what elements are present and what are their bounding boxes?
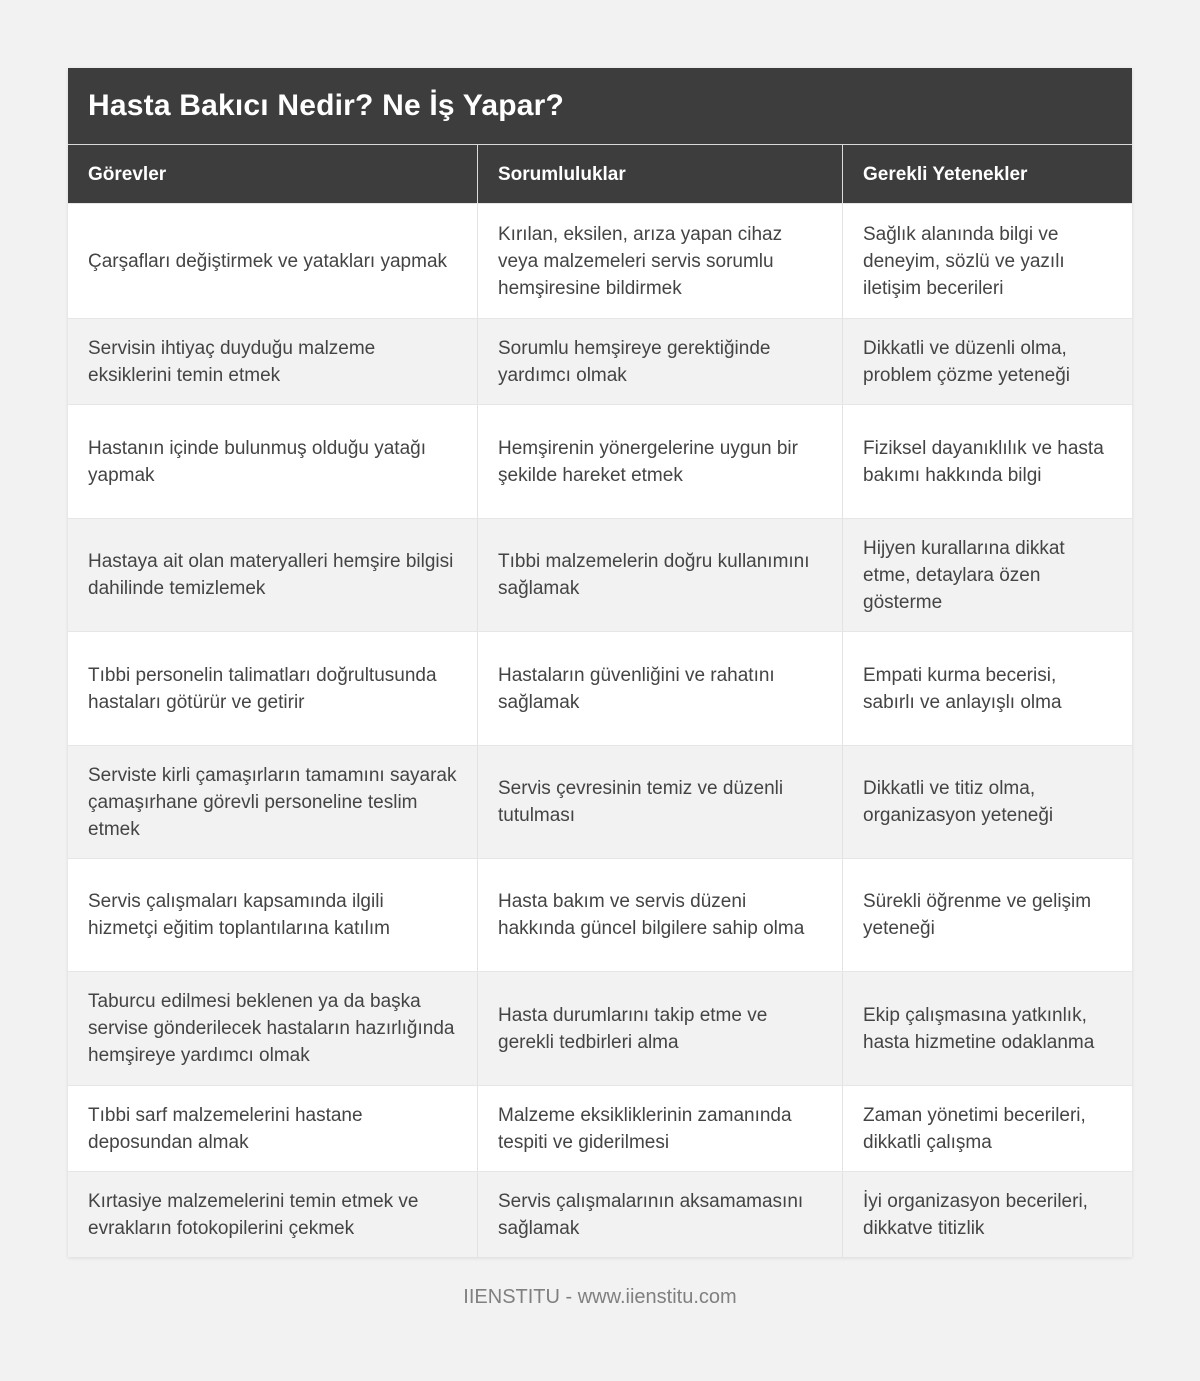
- table-row: [68, 404, 1132, 518]
- table-row: [68, 745, 1132, 858]
- task-cell: Hastanın içinde bulunmuş olduğu yatağı yapmak: [68, 405, 478, 518]
- column-header-skills: Gerekli Yetenekler: [863, 163, 1028, 185]
- table-row: [68, 1085, 1132, 1171]
- column-header-responsibilities: Sorumluluklar: [478, 145, 843, 203]
- skill-cell: Sağlık alanında bilgi ve deneyim, sözlü ve yazılı iletişim becerileri: [863, 223, 1065, 299]
- skill-cell: Empati kurma becerisi, sabırlı ve anlayışlı olma: [863, 664, 1062, 713]
- task-cell: Tıbbi sarf malzemelerini hastane deposundan almak: [68, 1086, 478, 1171]
- table-row: [68, 318, 1132, 404]
- column-header-tasks: Görevler: [68, 145, 478, 203]
- responsibility-cell: Hemşirenin yönergelerine uygun bir şekilde hareket etmek: [478, 405, 843, 518]
- responsibility-cell: Hasta bakım ve servis düzeni hakkında güncel bilgilere sahip olma: [478, 859, 843, 971]
- responsibility-cell: Malzeme eksikliklerinin zamanında tespiti ve giderilmesi: [478, 1086, 843, 1171]
- table-row: [68, 971, 1132, 1085]
- skill-cell: Ekip çalışmasına yatkınlık, hasta hizmetine odaklanma: [863, 1004, 1095, 1053]
- responsibility-cell: Servis çevresinin temiz ve düzenli tutulması: [478, 746, 843, 858]
- responsibility-cell: Sorumlu hemşireye gerektiğinde yardımcı olmak: [478, 319, 843, 404]
- responsibility-cell: Hasta durumlarını takip etme ve gerekli tedbirleri alma: [478, 972, 843, 1085]
- responsibility-cell: Kırılan, eksilen, arıza yapan cihaz veya malzemeleri servis sorumlu hemşiresine bildirmek: [478, 204, 843, 318]
- task-cell: Taburcu edilmesi beklenen ya da başka servise gönderilecek hastaların hazırlığında hemşireye yardımcı olmak: [68, 972, 478, 1085]
- table-row: [68, 631, 1132, 745]
- task-cell: Hastaya ait olan materyalleri hemşire bilgisi dahilinde temizlemek: [68, 519, 478, 631]
- task-cell: Kırtasiye malzemelerini temin etmek ve evrakların fotokopilerini çekmek: [68, 1172, 478, 1257]
- footer-credit: IIENSTITU - www.iienstitu.com: [463, 1286, 737, 1308]
- skill-cell: İyi organizasyon becerileri, dikkatve titizlik: [863, 1190, 1088, 1239]
- table-row: [68, 203, 1132, 318]
- responsibility-cell: Hastaların güvenliğini ve rahatını sağlamak: [478, 632, 843, 745]
- skill-cell: Zaman yönetimi becerileri, dikkatli çalışma: [863, 1104, 1086, 1153]
- skill-cell: Fiziksel dayanıklılık ve hasta bakımı hakkında bilgi: [863, 437, 1104, 486]
- table-header-row: [68, 144, 1132, 203]
- table-body: [68, 203, 1132, 1257]
- table-row: [68, 518, 1132, 631]
- skill-cell: Sürekli öğrenme ve gelişim yeteneği: [863, 891, 1092, 939]
- task-cell: Serviste kirli çamaşırların tamamını sayarak çamaşırhane görevli personeline teslim etmek: [68, 746, 478, 858]
- page-title: Hasta Bakıcı Nedir? Ne İş Yapar?: [68, 68, 1132, 144]
- responsibility-cell: Servis çalışmalarının aksamamasını sağlamak: [478, 1172, 843, 1257]
- task-cell: Çarşafları değiştirmek ve yatakları yapmak: [68, 204, 478, 318]
- skill-cell: Hijyen kurallarına dikkat etme, detaylara özen gösterme: [863, 537, 1065, 613]
- skill-cell: Dikkatli ve titiz olma, organizasyon yeteneği: [863, 778, 1054, 826]
- info-table-card: [68, 68, 1132, 1257]
- task-cell: Servis çalışmaları kapsamında ilgili hizmetçi eğitim toplantılarına katılım: [68, 859, 478, 971]
- skill-cell: Dikkatli ve düzenli olma, problem çözme yeteneği: [863, 337, 1070, 386]
- task-cell: Tıbbi personelin talimatları doğrultusunda hastaları götürür ve getirir: [68, 632, 478, 745]
- table-row: [68, 858, 1132, 971]
- table-row: [68, 1171, 1132, 1257]
- responsibility-cell: Tıbbi malzemelerin doğru kullanımını sağlamak: [478, 519, 843, 631]
- task-cell: Servisin ihtiyaç duyduğu malzeme eksiklerini temin etmek: [68, 319, 478, 404]
